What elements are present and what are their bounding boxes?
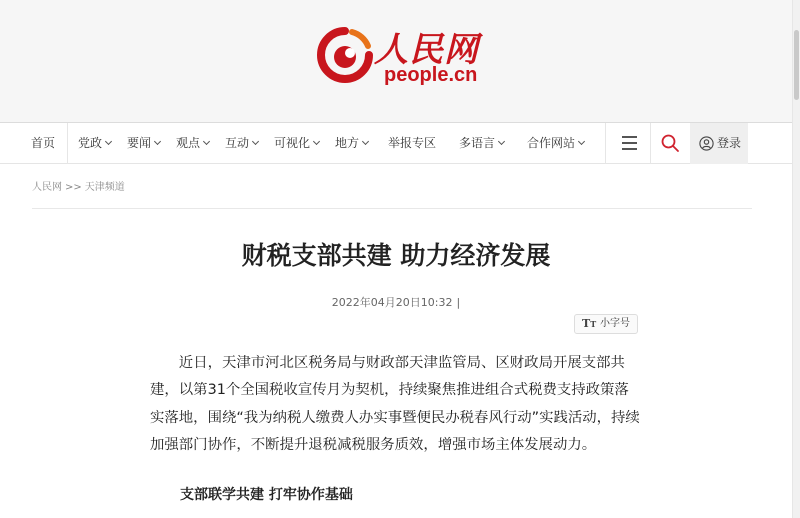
login-label: 登录 xyxy=(717,136,742,150)
nav-item-partner-sites[interactable] xyxy=(527,123,584,164)
chevron-down-icon xyxy=(578,138,585,145)
font-size-icon: TT xyxy=(582,317,597,330)
breadcrumb-separator: >> xyxy=(65,182,82,193)
article-paragraph: 近日，天津市河北区税务局与财政部天津监管局、区财政局开展支部共建，以第31个全国税收宣传月为契机，持续聚焦推进组合式税费支持政策落实落地，围绕“我为纳税人缴费人办实事暨便民办税春风行动”实践活动，持续加强部门协作，不断提升退税减税服务质效，增强市场主体发展动力。 xyxy=(150,355,640,453)
hamburger-menu-icon[interactable] xyxy=(622,136,637,150)
nav-item-headlines[interactable] xyxy=(127,123,160,164)
nav-item-label: 党政 xyxy=(78,136,103,150)
nav-item-party-government[interactable] xyxy=(78,123,111,164)
main-navigation xyxy=(0,122,792,164)
font-size-toggle[interactable] xyxy=(574,314,638,334)
article-title: 财税支部共建 助力经济发展 xyxy=(241,241,551,270)
nav-item-interaction[interactable] xyxy=(225,123,258,164)
breadcrumb xyxy=(32,178,125,193)
nav-item-label: 要闻 xyxy=(127,136,152,150)
chevron-down-icon xyxy=(313,138,320,145)
logo-english-text: people.cn xyxy=(384,64,478,86)
chevron-down-icon xyxy=(203,138,210,145)
nav-item-languages[interactable] xyxy=(459,123,504,164)
nav-item-home[interactable] xyxy=(31,123,55,164)
chevron-down-icon xyxy=(154,138,161,145)
nav-item-label: 可视化 xyxy=(274,136,311,150)
nav-item-report-zone[interactable] xyxy=(388,123,436,164)
people-logo-icon xyxy=(316,26,374,84)
nav-item-visualization[interactable] xyxy=(274,123,319,164)
nav-divider xyxy=(67,123,68,164)
chevron-down-icon xyxy=(105,138,112,145)
nav-item-label: 互动 xyxy=(225,136,250,150)
font-size-label: 小字号 xyxy=(600,318,630,329)
search-icon[interactable] xyxy=(660,133,680,153)
page-scrollbar[interactable] xyxy=(792,0,800,518)
user-icon xyxy=(699,136,714,151)
masthead xyxy=(0,0,800,122)
article-subheading: 支部联学共建 打牢协作基础 xyxy=(180,487,353,503)
article-meta xyxy=(0,294,792,310)
scrollbar-thumb[interactable] xyxy=(794,30,799,100)
nav-item-label: 多语言 xyxy=(459,136,496,150)
nav-item-label: 地方 xyxy=(335,136,360,150)
nav-item-label: 观点 xyxy=(176,136,201,150)
chevron-down-icon xyxy=(498,138,505,145)
meta-separator: | xyxy=(456,296,461,309)
nav-item-opinion[interactable] xyxy=(176,123,209,164)
chevron-down-icon xyxy=(362,138,369,145)
logo-chinese-text: 人民网 xyxy=(374,30,479,70)
breadcrumb-channel-link[interactable]: 天津频道 xyxy=(84,182,125,193)
nav-divider xyxy=(605,123,606,164)
login-button[interactable] xyxy=(690,123,748,164)
nav-item-local[interactable] xyxy=(335,123,368,164)
nav-divider xyxy=(650,123,651,164)
nav-item-label: 首页 xyxy=(31,136,56,150)
site-logo[interactable] xyxy=(316,20,479,92)
divider xyxy=(32,208,752,209)
chevron-down-icon xyxy=(252,138,259,145)
breadcrumb-home-link[interactable]: 人民网 xyxy=(32,182,62,193)
publish-date: 2022年04月20日10:32 xyxy=(331,296,453,309)
nav-item-label: 合作网站 xyxy=(527,136,576,150)
nav-item-label: 举报专区 xyxy=(388,136,437,150)
